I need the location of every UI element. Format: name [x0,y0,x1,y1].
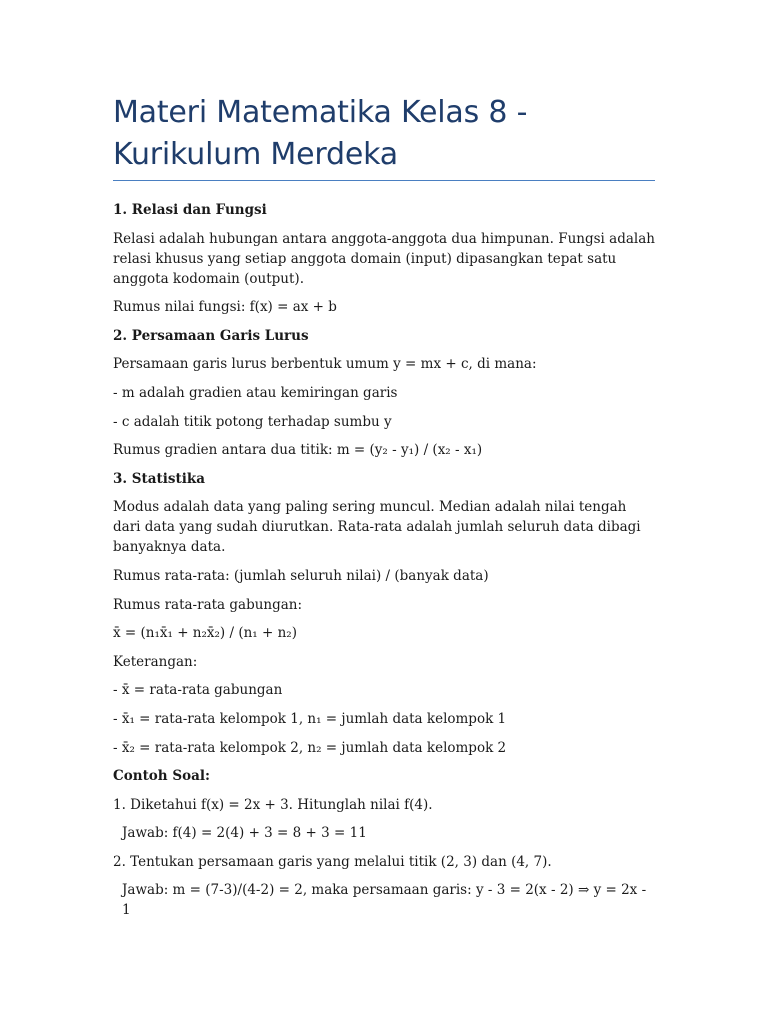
section-heading-relasi: 1. Relasi dan Fungsi [113,202,267,218]
answer: Jawab: f(4) = 2(4) + 3 = 8 + 3 = 11 [122,825,367,842]
formula-line: Rumus rata-rata: (jumlah seluruh nilai) / (banyak data) [113,567,489,584]
document-body [113,200,658,929]
paragraph: Rumus rata-rata gabungan: [113,596,303,613]
answer: Jawab: m = (7-3)/(4-2) = 2, maka persamaan garis: y - 3 = 2(x - 2) ⇒ y = 2x - 1 [122,882,647,919]
page-title: Materi Matematika Kelas 8 - Kurikulum Merdeka [113,95,528,172]
section-heading-statistika: 3. Statistika [113,470,205,487]
paragraph: Relasi adalah hubungan antara anggota-anggota dua himpunan. Fungsi adalah relasi khusus yang setiap anggota domain (input) dipasangkan tepat satu anggota kodomain (output). [113,230,655,287]
formula-line: Rumus nilai fungsi: f(x) = ax + b [113,299,337,316]
list-item: - x̄₂ = rata-rata kelompok 2, n₂ = jumlah data kelompok 2 [113,739,507,756]
formula-line: x̄ = (n₁x̄₁ + n₂x̄₂) / (n₁ + n₂) [113,625,297,642]
list-item: - x̄ = rata-rata gabungan [113,682,283,699]
list-item: - x̄₁ = rata-rata kelompok 1, n₁ = jumlah data kelompok 1 [113,710,507,727]
question: 1. Diketahui f(x) = 2x + 3. Hitunglah nilai f(4). [113,796,433,813]
paragraph: Persamaan garis lurus berbentuk umum y = mx + c, di mana: [113,356,537,373]
section-heading-contoh-soal: Contoh Soal: [113,768,210,785]
list-item: - m adalah gradien atau kemiringan garis [113,384,398,401]
question: 2. Tentukan persamaan garis yang melalui titik (2, 3) dan (4, 7). [113,853,552,870]
paragraph: Keterangan: [113,653,198,670]
title-divider [113,180,655,181]
list-item: - c adalah titik potong terhadap sumbu y [113,413,392,430]
formula-line: Rumus gradien antara dua titik: m = (y₂ - y₁) / (x₂ - x₁) [113,442,483,459]
paragraph: Modus adalah data yang paling sering muncul. Median adalah nilai tengah dari data yang sudah diurutkan. Rata-rata adalah jumlah seluruh data dibagi banyaknya data. [113,499,641,556]
section-heading-garis-lurus: 2. Persamaan Garis Lurus [113,327,309,344]
